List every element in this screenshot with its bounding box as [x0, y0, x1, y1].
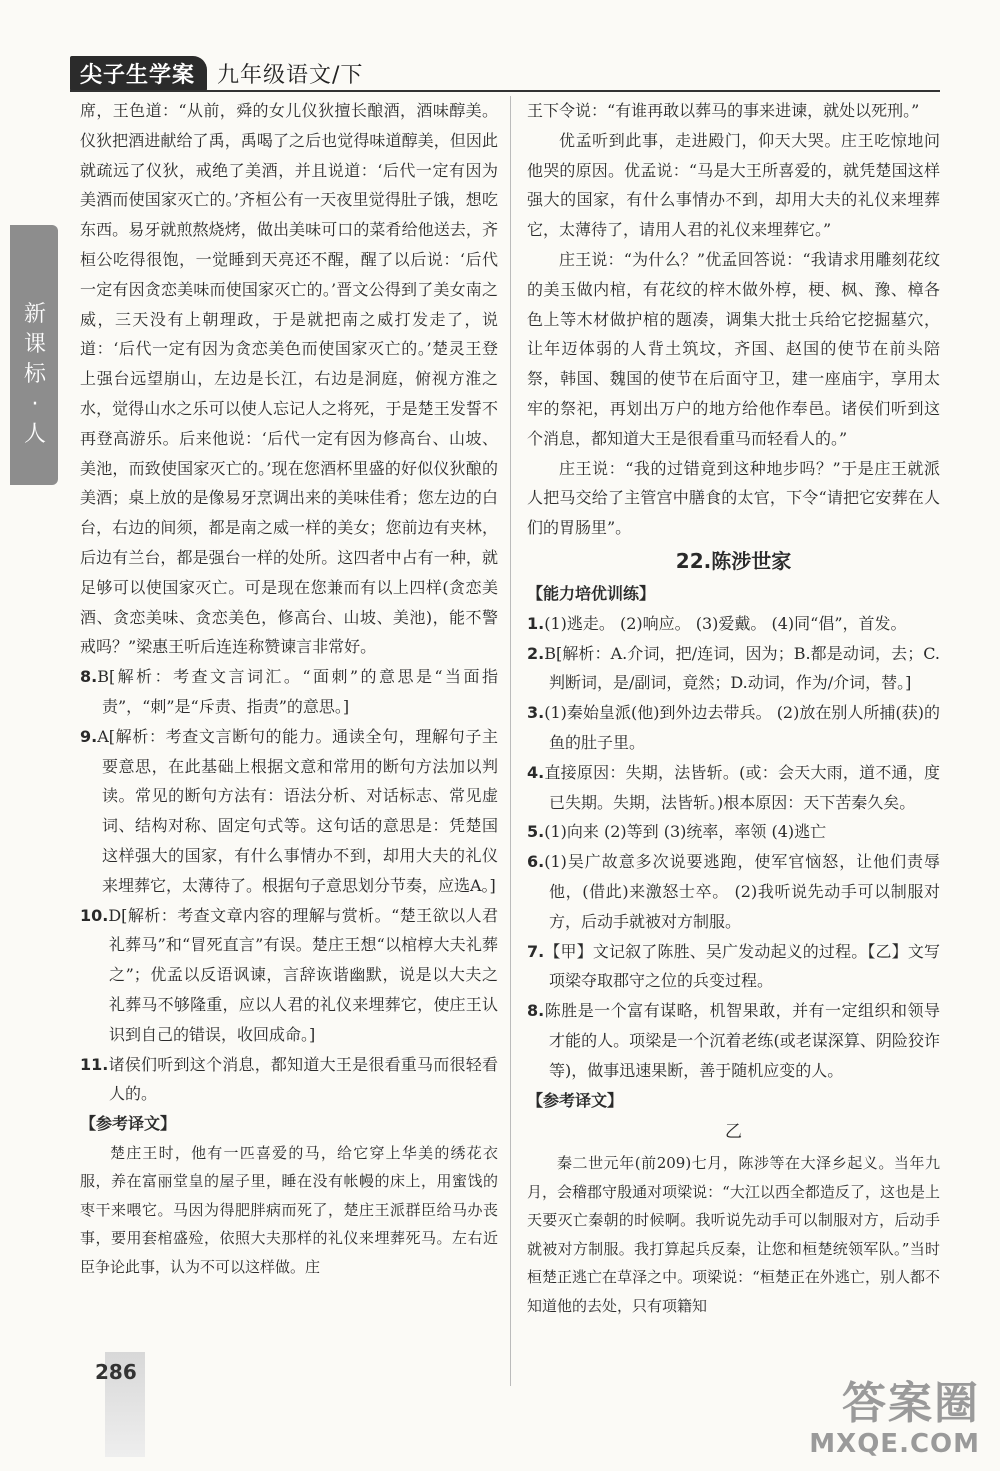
side-tab-label: 新课标·人	[23, 302, 46, 447]
answer-item	[527, 937, 940, 997]
answer-text: (1)秦始皇派(他)到外边去带兵。 (2)放在别人所捕(获)的鱼的肚子里。	[544, 703, 940, 752]
chapter-title: 22.陈涉世家	[675, 548, 792, 573]
answer-number: 10.	[80, 905, 109, 925]
answer-9	[80, 722, 498, 901]
answer-item	[527, 758, 940, 818]
answer-text: 【甲】文记叙了陈胜、吴广发动起义的过程。【乙】文写项梁夺取郡守之位的兵变过程。	[544, 941, 940, 991]
answer-item	[527, 817, 940, 847]
answer-11	[80, 1050, 498, 1110]
translation-continuation: 王下令说：“有谁再敢以葬马的事来进谏，就处以死刑。”	[527, 101, 920, 120]
passage-marker: 乙	[725, 1122, 742, 1143]
answer-item	[527, 698, 940, 758]
answer-text: B[解析：A.介词，把/连词，因为；B.都是动词，去；C.判断词，是/副词，竟然；D.动词，作为/介词，替。]	[544, 643, 940, 693]
answer-number: 3.	[527, 703, 545, 723]
answer-number: 9.	[80, 726, 98, 746]
reference-label: 【参考译文】	[527, 1090, 624, 1110]
reference-translation: 楚庄王时，他有一匹喜爱的马，给它穿上华美的绣花衣服，养在富丽堂皇的屋子里，睡在没有帐幔的床上，用蜜饯的枣干来喂它。马因为得肥胖病而死了，楚庄王派群臣给马办丧事，要用套棺盛殓，依照大夫那样的礼仪来埋葬死马。左右近臣争论此事，认为不可以这样做。庄	[80, 1143, 498, 1276]
answer-item	[527, 996, 940, 1085]
answer-number: 8.	[80, 667, 98, 687]
translation-paragraph: 庄王说：“我的过错竟到这种地步吗？”于是庄王就派人把马交给了主管宫中膳食的太官，下令“请把它安葬在人们的胃肠里”。	[527, 458, 940, 538]
answer-number: 2.	[527, 643, 545, 663]
watermark-logo	[809, 1379, 980, 1459]
header-rule	[70, 90, 940, 92]
answer-text: D[解析：考查文章内容的理解与赏析。“楚王欲以人君礼葬马”和“冒死直言”有误。楚庄王想“以棺椁大夫礼葬之”；优孟以反语讽谏，言辞诙谐幽默，说是以大夫之礼葬马不够隆重，应以人君的礼仪来埋葬它，使庄王认识到自己的错误，收回成命。]	[108, 905, 498, 1044]
answer-number: 6.	[527, 852, 545, 872]
watermark-url: MXQE.COM	[809, 1429, 980, 1459]
answer-item	[527, 609, 940, 639]
answer-8	[80, 662, 498, 722]
brand-label: 尖子生学案	[70, 56, 207, 91]
reference-label: 【参考译文】	[80, 1114, 177, 1134]
left-column	[80, 96, 498, 1281]
section-label: 【能力培优训练】	[527, 583, 656, 603]
answer-number: 7.	[527, 941, 545, 961]
translation-paragraph: 庄王说：“为什么？”优孟回答说：“我请求用雕刻花纹的美玉做内棺，有花纹的梓木做外椁，梗、枫、豫、樟各色上等木材做护棺的题凑，调集大批士兵给它挖掘墓穴，让年迈体弱的人背土筑坟，齐国、赵国的使节在前头陪祭，韩国、魏国的使节在后面守卫，建一座庙宇，享用太牢的祭祀，再划出万户的地方给他作奉邑。诸侯们听到这个消息，都知道大王是很看重马而轻看人的。”	[527, 249, 940, 448]
page-header	[70, 56, 363, 90]
answer-list	[527, 609, 940, 1086]
answer-text: A[解析：考查文言断句的能力。通读全句，理解句子主要意思，在此基础上根据文意和常用的断句方法加以判读。常见的断句方法有：语法分析、对话标志、常见虚词、结构对称、固定句式等。这句话的意思是：凭楚国这样强大的国家，有什么事情办不到，却用大夫的礼仪来埋葬它，太薄待了。根据句子意思划分节奏，应选A。]	[97, 726, 498, 895]
answer-item	[527, 847, 940, 936]
reference-translation: 秦二世元年(前209)七月，陈涉等在大泽乡起义。当年九月，会稽郡守殷通对项梁说：“大江以西全都造反了，这也是上天要灭亡秦朝的时候啊。我听说先动手可以制服对方，后动手就被对方制服。我打算起兵反秦，让您和桓楚统领军队。”当时桓楚正逃亡在草泽之中。项梁说：“桓楚正在外逃亡，别人都不知道他的去处，只有项籍知	[527, 1154, 940, 1315]
answer-item	[527, 639, 940, 699]
answer-10	[80, 901, 498, 1050]
answer-number: 8.	[527, 1001, 545, 1021]
answer-text: (1)吴广故意多次说要逃跑，使军官恼怒，让他们责辱他，(借此)来激怒士卒。 (2)我听说先动手可以制服对方，后动手就被对方制服。	[544, 852, 940, 931]
translation-continuation: 席，王色道：“从前，舜的女儿仪狄擅长酿酒，酒味醇美。仪狄把酒进献给了禹，禹喝了之后也觉得味道醇美，但因此就疏远了仪狄，戒绝了美酒，并且说道：‘后代一定有因为美酒而使国家灭亡的。’齐桓公有一天夜里觉得肚子饿，想吃东西。易牙就煎熬烧烤，做出美味可口的菜肴给他送去，齐桓公吃得很饱，一觉睡到天亮还不醒，醒了以后说：‘后代一定有因贪恋美味而使国家灭亡的。’晋文公得到了美女南之威，三天没有上朝理政，于是就把南之威打发走了，说道：‘后代一定有因为贪恋美色而使国家灭亡的。’楚灵王登上强台远望崩山，左边是长江，右边是洞庭，俯视方淮之水，觉得山水之乐可以使人忘记人之将死，于是楚王发誓不再登高游乐。后来他说：‘后代一定有因为修高台、山坡、美池，而致使国家灭亡的。’现在您酒杯里盛的好似仪狄酿的美酒；桌上放的是像易牙烹调出来的美味佳肴；您左边的白台，右边的间须，都是南之威一样的美女；您前边有夹林，后边有兰台，都是强台一样的处所。这四者中占有一种，就足够可以使国家灭亡。可是现在您兼而有以上四样(贪恋美酒、贪恋美味、贪恋美色，修高台、山坡、美池)，能不警戒吗？”梁惠王听后连连称赞谏言非常好。	[80, 101, 498, 657]
answer-text: 直接原因：失期，法皆斩。(或：会天大雨，道不通，度已失期。失期，法皆斩。)根本原因：天下苦秦久矣。	[544, 762, 940, 812]
answer-text: B[解析：考查文言词汇。“面刺”的意思是“当面指责”，“刺”是“斥责、指责”的意思。]	[97, 667, 498, 716]
watermark-text: 答案圈	[842, 1378, 980, 1429]
translation-paragraph: 优孟听到此事，走进殿门，仰天大哭。庄王吃惊地问他哭的原因。优孟说：“马是大王所喜爱的，就凭楚国这样强大的国家，有什么事情办不到，却用大夫的礼仪来埋葬它，太薄待了，请用人君的礼仪来埋葬它。”	[527, 130, 940, 240]
answer-text: (1)逃走。 (2)响应。 (3)爱戴。 (4)同“倡”，首发。	[544, 613, 907, 633]
answer-text: 诸侯们听到这个消息，都知道大王是很看重马而很轻看人的。	[108, 1054, 498, 1104]
answer-text: (1)向来 (2)等到 (3)统率，率领 (4)逃亡	[544, 822, 827, 842]
answer-number: 4.	[527, 762, 545, 782]
answer-number: 5.	[527, 822, 545, 842]
page-number: 286	[95, 1360, 137, 1384]
book-subtitle: 九年级语文/下	[217, 62, 364, 88]
answer-number: 1.	[527, 613, 545, 633]
column-divider	[510, 96, 511, 1386]
answer-text: 陈胜是一个富有谋略，机智果敢，并有一定组织和领导才能的人。项梁是一个沉着老练(或老谋深算、阴险狡诈等)，做事迅速果断，善于随机应变的人。	[544, 1001, 940, 1080]
answer-number: 11.	[80, 1054, 109, 1074]
right-column	[527, 96, 940, 1320]
